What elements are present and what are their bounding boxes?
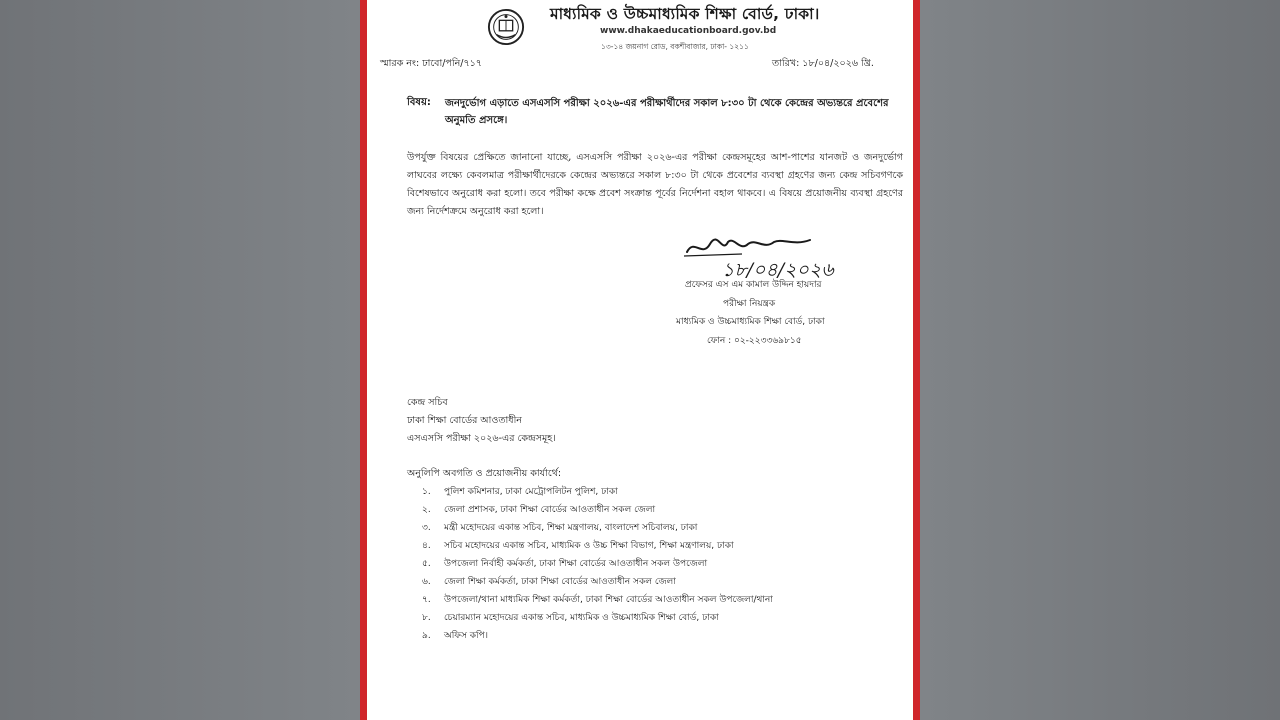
list-item-number: ৯.	[422, 631, 431, 641]
letter-date: তারিখ: ১৮/০৪/২০২৬ খ্রি.	[772, 58, 874, 69]
subject-label: বিষয়:	[407, 97, 431, 108]
list-item-number: ৬.	[422, 577, 431, 587]
list-item-number: ২.	[422, 505, 431, 515]
recipient-line: এসএসসি পরীক্ষা ২০২৬-এর কেন্দ্রসমূহ।	[407, 433, 556, 444]
list-item	[422, 537, 773, 555]
list-item	[422, 591, 773, 609]
signatory-phone: ফোন : ০২-২২৩৩৬৯৮১৫	[707, 336, 802, 346]
list-item	[422, 519, 773, 537]
list-item-number: ৭.	[422, 595, 431, 605]
list-item-text: অফিস কপি।	[444, 631, 488, 641]
list-item-number: ৫.	[422, 559, 431, 569]
list-item-number: ৪.	[422, 541, 431, 551]
list-item-number: ৩.	[422, 523, 431, 533]
copy-to-list	[422, 483, 773, 645]
list-item-text: সচিব মহোদয়ের একান্ত সচিব, মাধ্যমিক ও উচ্চ শিক্ষা বিভাগ, শিক্ষা মন্ত্রণালয়, ঢাকা	[444, 541, 734, 551]
memo-number: স্মারক নং: ঢাবো/পনি/৭১৭	[380, 58, 482, 69]
list-item-text: চেয়ারম্যান মহোদয়ের একান্ত সচিব, মাধ্যমিক ও উচ্চমাধ্যমিক শিক্ষা বোর্ড, ঢাকা	[444, 613, 719, 623]
list-item-text: জেলা প্রশাসক, ঢাকা শিক্ষা বোর্ডের আওতাধীন সকল জেলা	[444, 505, 656, 515]
signatory-name: প্রফেসর এস এম কামাল উদ্দিন হায়দার	[685, 280, 822, 290]
list-item-text: মন্ত্রী মহোদয়ের একান্ত সচিব, শিক্ষা মন্ত্রণালয়, বাংলাদেশ সচিবালয়, ঢাকা	[444, 523, 698, 533]
copy-to-heading: অনুলিপি অবগতি ও প্রয়োজনীয় কার্যার্থে:	[407, 468, 562, 479]
signatory-organization: মাধ্যমিক ও উচ্চমাধ্যমিক শিক্ষা বোর্ড, ঢাকা	[676, 317, 825, 327]
background-left	[0, 0, 360, 720]
list-item	[422, 555, 773, 573]
handwritten-signature	[682, 232, 852, 282]
list-item-number: ৮.	[422, 613, 431, 623]
board-website: www.dhakaeducationboard.gov.bd	[600, 26, 777, 36]
list-item	[422, 483, 773, 501]
list-item-text: জেলা শিক্ষা কর্মকর্তা, ঢাকা শিক্ষা বোর্ডের আওতাধীন সকল জেলা	[444, 577, 676, 587]
recipient-line: ঢাকা শিক্ষা বোর্ডের আওতাধীন	[407, 415, 522, 426]
document-page	[367, 0, 913, 720]
background-right	[920, 0, 1280, 720]
list-item	[422, 573, 773, 591]
recipient-line: কেন্দ্র সচিব	[407, 397, 448, 408]
list-item-text: উপজেলা/থানা মাধ্যমিক শিক্ষা কর্মকর্তা, ঢাকা শিক্ষা বোর্ডের আওতাধীন সকল উপজেলা/থানা	[444, 595, 773, 605]
letter-body: উপর্যুক্ত বিষয়ের প্রেক্ষিতে জানানো যাচ্ছে, এসএসসি পরীক্ষা ২০২৬-এর পরীক্ষা কেন্দ্রসমূহের আশ-পাশের যানজট ও জনদুর্ভোগ লাঘবের লক্ষ্যে কেবলমাত্র পরীক্ষার্থীদেরকে কেন্দ্রের অভ্যন্তরে সকাল ৮:৩০ টা থেকে প্রবেশের ব্যবস্থা গ্রহণের জন্য কেন্দ্র সচিবগণকে বিশেষভাবে অনুরোধ করা হলো। তবে পরীক্ষা কক্ষে প্রবেশ সংক্রান্ত পূর্বের নির্দেশনা বহাল থাকবে। এ বিষয়ে প্রয়োজনীয় ব্যবস্থা গ্রহণের জন্য নির্দেশক্রমে অনুরোধ করা হলো।	[407, 152, 903, 217]
subject-text: জনদুর্ভোগ এড়াতে এসএসসি পরীক্ষা ২০২৬-এর পরীক্ষার্থীদের সকাল ৮:৩০ টা থেকে কেন্দ্রের অভ্যন্তরে প্রবেশের অনুমতি প্রসঙ্গে।	[445, 98, 889, 126]
board-name: মাধ্যমিক ও উচ্চমাধ্যমিক শিক্ষা বোর্ড, ঢাকা।	[550, 5, 820, 23]
list-item-number: ১.	[422, 487, 431, 497]
signature-date: ১৮/০৪/২০২৬	[722, 259, 834, 281]
list-item	[422, 501, 773, 519]
board-seal-icon	[487, 8, 525, 46]
list-item-text: উপজেলা নির্বাহী কর্মকর্তা, ঢাকা শিক্ষা বোর্ডের আওতাধীন সকল উপজেলা	[444, 559, 708, 569]
board-address: ১৩-১৪ জয়নাগ রোড, বকশীবাজার, ঢাকা- ১২১১	[601, 42, 749, 51]
signatory-title: পরীক্ষা নিয়ন্ত্রক	[723, 299, 776, 309]
list-item	[422, 609, 773, 627]
list-item-text: পুলিশ কমিশনার, ঢাকা মেট্রোপলিটন পুলিশ, ঢাকা	[444, 487, 618, 497]
list-item	[422, 627, 773, 645]
